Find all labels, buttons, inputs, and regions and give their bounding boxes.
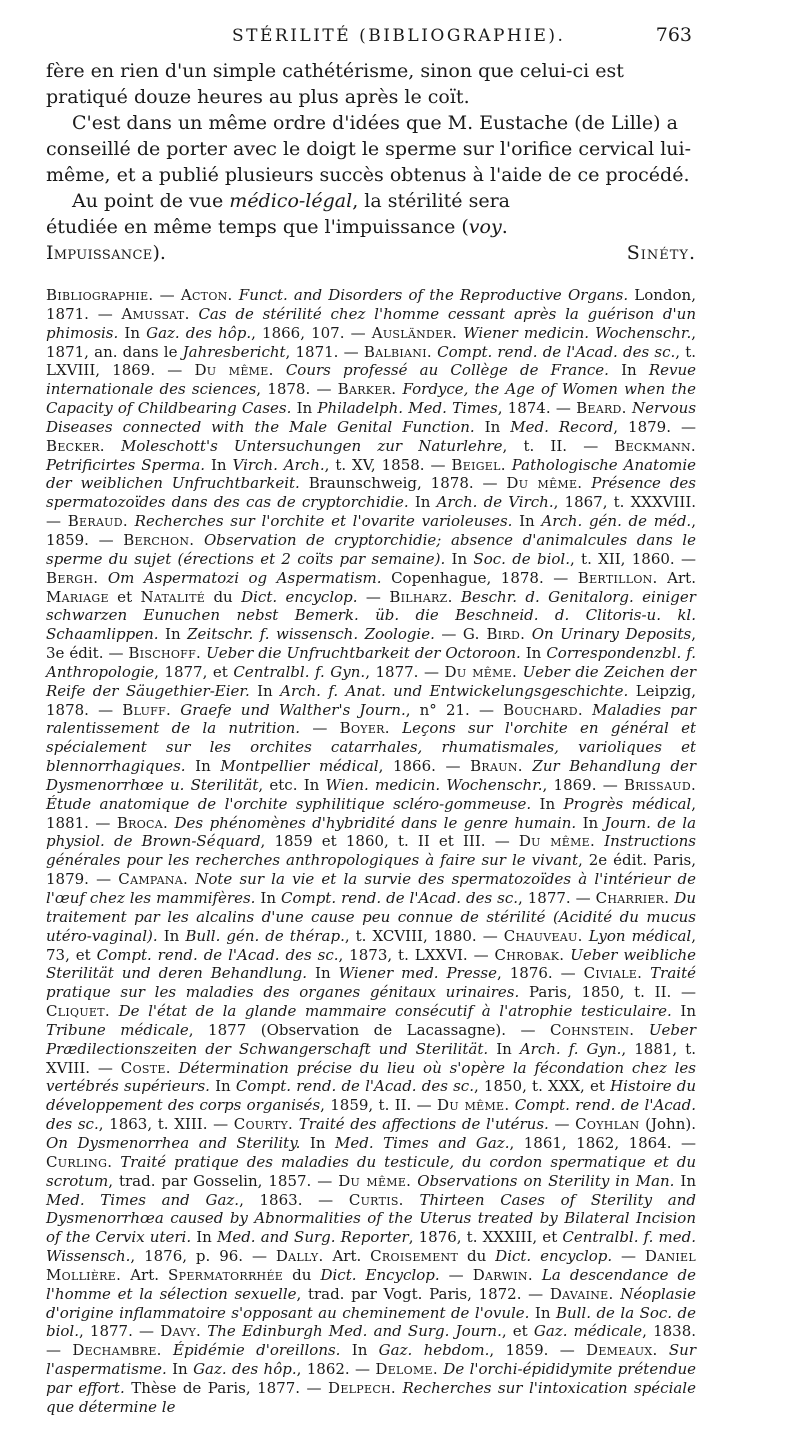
biblio-text: , 1876. — xyxy=(496,964,584,983)
biblio-title: Zur Behandlung der Dysmenorrhœe u. Sterilität xyxy=(46,757,696,794)
biblio-author: Coste. xyxy=(120,1058,171,1077)
biblio-title: The Edinburgh Med. and Surg. Journ. xyxy=(201,1322,502,1341)
biblio-title: Détermination précise du lieu où s'opère la fécondation chez les vertébrés supérieurs. xyxy=(46,1058,696,1096)
biblio-text: , 3e édit. — xyxy=(46,625,696,663)
biblio-title: Instructions générales pour les recherches anthropologiques à faire sur le vivant xyxy=(46,832,696,870)
biblio-title: Lyon médical xyxy=(582,926,692,945)
biblio-text: , 1859, t. II. — xyxy=(320,1096,438,1115)
biblio-text: In xyxy=(608,361,649,380)
biblio-text: In xyxy=(185,757,221,776)
biblio-title: Zeitschr. f. wissensch. Zoologie. xyxy=(187,625,435,644)
biblio-text: , 1859. — xyxy=(489,1341,587,1360)
biblio-text: In xyxy=(249,681,281,700)
biblio-text: , 1881, t. XVIII. — xyxy=(46,1039,697,1077)
biblio-title: Thirteen Cases of Sterility and Dysmenorrhœa caused by Abnormalities of the Uterus treated by Bilateral Incision of the Cervix uteri. xyxy=(46,1190,696,1247)
biblio-title: Med. and Surg. Reporter xyxy=(216,1228,409,1247)
biblio-title: Ueber Prædilectionszeiten der Schwangerschaft und Sterilität. xyxy=(46,1020,697,1058)
biblio-author: Spermatorrhée xyxy=(168,1265,284,1284)
biblio-author: Davaine. xyxy=(549,1284,614,1303)
biblio-text: — xyxy=(153,286,181,304)
biblio-author: Beraud. xyxy=(67,512,128,531)
biblio-author: Civiale. xyxy=(583,964,643,983)
biblio-author: Boyer. xyxy=(339,719,390,738)
biblio-author: Du même. xyxy=(338,1171,412,1190)
biblio-title: Bull. gén. de thérap. xyxy=(185,926,345,945)
biblio-title: Histoire du développement des corps organisés xyxy=(46,1077,697,1115)
biblio-title: Graefe und Walther's Journ. xyxy=(171,700,406,719)
biblio-title: Leçons sur l'orchite en général et spécialement sur les orchites catarrhales, rhumatismales, varioliques et blennorrhagiques. xyxy=(46,719,696,776)
biblio-text: du xyxy=(458,1247,496,1266)
biblio-author: Du même. xyxy=(437,1096,510,1115)
text-run-italic: médico-légal xyxy=(229,190,353,212)
biblio-title: Virch. Arch. xyxy=(232,455,325,474)
biblio-text: In xyxy=(191,1228,217,1247)
biblio-title: Maladies par ralentissement de la nutrition. xyxy=(46,700,696,738)
biblio-text: , 1874. — xyxy=(497,399,577,418)
biblio-author: Bergh. xyxy=(46,568,99,587)
biblio-text: In xyxy=(488,1039,520,1058)
biblio-text: In xyxy=(157,926,186,945)
biblio-title: Observations on Sterility in Man. xyxy=(411,1171,675,1190)
biblio-title: Compt. rend. de l'Acad. des sc. xyxy=(46,1096,696,1134)
biblio-title: Recherches sur l'orchite et l'ovarite varioleuses. xyxy=(127,512,513,531)
biblio-author: Ausländer. xyxy=(371,323,458,342)
text-run: ). xyxy=(152,242,166,264)
biblio-author: Bouchard. xyxy=(503,700,583,719)
biblio-author: Croisement xyxy=(370,1247,459,1266)
biblio-author: Dally. xyxy=(275,1247,324,1266)
biblio-text: , trad. par Gosselin, 1857. — xyxy=(108,1171,339,1190)
biblio-text: In xyxy=(166,1360,194,1379)
page-number: 763 xyxy=(655,24,692,46)
biblio-author: Bluff. xyxy=(122,700,172,719)
biblio-title: Traité pratique des maladies du testicule, du cordon spermatique et du scrotum xyxy=(46,1152,696,1190)
biblio-author: Demeaux. xyxy=(586,1341,658,1360)
biblio-text: In xyxy=(300,1133,336,1152)
biblio-title: Traité des affections de l'utérus. xyxy=(293,1115,549,1134)
biblio-text: , 1877. — xyxy=(365,662,445,681)
biblio-text: In xyxy=(340,1341,379,1360)
biblio-title: Du traitement par les alcalins d'une cause peu connue de stérilité (Acidité du mucus utéro-vaginal). xyxy=(46,889,696,945)
biblio-text: , t. XII, 1860. — xyxy=(569,549,696,568)
biblio-title: Jahresbericht xyxy=(182,342,286,361)
biblio-author: Barker. xyxy=(337,380,397,399)
biblio-title: Sur l'aspermatisme. xyxy=(46,1341,696,1379)
biblio-author: Dechambre. xyxy=(72,1341,162,1360)
biblio-text: In xyxy=(671,1002,696,1021)
biblio-text: , 1877. — xyxy=(518,889,596,907)
biblio-author: Delome. xyxy=(375,1360,438,1379)
biblio-title: Cas de stérilité chez l'homme cessant après la guérison d'un phimosis. xyxy=(46,304,696,342)
biblio-text: In xyxy=(255,889,281,907)
biblio-author: Chrobak. xyxy=(494,945,565,964)
biblio-text: Art. xyxy=(323,1247,371,1266)
biblio-text: — xyxy=(439,1265,473,1284)
biblio-title: Gaz. hebdom. xyxy=(378,1341,490,1360)
author-signature: Sinéty. xyxy=(626,242,696,264)
biblio-title: Compt. rend. de l'Acad. des sc. xyxy=(235,1077,474,1096)
biblio-title: Bull. de la Soc. de biol. xyxy=(46,1303,697,1341)
biblio-title: Recherches sur l'intoxication spéciale que détermine le xyxy=(46,1378,696,1416)
biblio-title: Petrificirtes Sperma. xyxy=(46,455,206,474)
biblio-text: , 1859 et 1860, t. II et III. — xyxy=(260,832,519,851)
biblio-author: Mariage xyxy=(46,587,109,606)
bibliography-block xyxy=(46,286,696,1417)
biblio-author: Broca. xyxy=(116,813,169,832)
biblio-title: Traité pratique sur les maladies des organes génitaux urinaires. xyxy=(46,964,697,1002)
biblio-text: Thèse de Paris, 1877. — xyxy=(124,1378,329,1397)
biblio-author: Amussat. xyxy=(121,304,190,323)
biblio-title: Pathologische Anatomie der weiblichen Unfruchtbarkeit. xyxy=(46,455,696,493)
biblio-text: Braunschweig, 1878. — xyxy=(299,474,507,493)
biblio-author: Charrier. xyxy=(595,889,670,907)
biblio-author: Berchon. xyxy=(123,530,195,549)
biblio-text: — xyxy=(548,1115,576,1134)
biblio-author: Campana. xyxy=(118,870,189,889)
biblio-title: Progrès médical xyxy=(563,794,692,813)
biblio-text: In xyxy=(512,512,542,531)
biblio-text: (John). xyxy=(639,1115,696,1134)
biblio-text: , 1866, 107. — xyxy=(251,323,372,342)
biblio-text: In xyxy=(474,417,511,436)
biblio-title: Présence des spermatozoïdes dans des cas de cryptorchidie. xyxy=(46,474,696,512)
biblio-author: Du même. xyxy=(518,832,596,851)
biblio-text: In xyxy=(531,794,564,813)
biblio-author: Becker. xyxy=(46,436,105,455)
biblio-author: Acton. xyxy=(180,286,233,304)
biblio-title: Note sur la vie et la survie des spermatozoïdes à l'intérieur de l'œuf chez les mammifères. xyxy=(46,870,696,907)
biblio-text: Leipzig, 1878. — xyxy=(46,681,696,719)
biblio-title: Néoplasie d'origine inflammatoire s'opposant au cheminement de l'ovule. xyxy=(46,1284,696,1322)
biblio-title: Med. Times and Gaz. xyxy=(335,1133,510,1152)
biblio-text: du xyxy=(205,587,242,606)
biblio-text: Art. xyxy=(121,1265,169,1284)
biblio-author: Beard. xyxy=(576,399,627,418)
biblio-title: Med. Times and Gaz. xyxy=(46,1190,240,1209)
biblio-text: , 1876, p. 96. — xyxy=(130,1247,276,1266)
biblio-text: , 73, et xyxy=(46,926,696,964)
biblio-title: Wiener medicin. Wochenschr. xyxy=(457,323,692,342)
biblio-title: Montpellier médical xyxy=(220,757,379,776)
biblio-author: G. Bird. xyxy=(462,625,526,644)
biblio-title: Gaz. des hôp. xyxy=(146,323,252,342)
biblio-title: Fordyce, the Age of Women when the Capacity of Childbearing Cases. xyxy=(46,380,696,418)
biblio-text: , n° 21. — xyxy=(405,700,504,719)
biblio-title: Nervous Diseases connected with the Male Genital Function. xyxy=(46,399,697,436)
biblio-title: De l'orchi-épididymite prétendue par effort. xyxy=(46,1360,696,1397)
biblio-text: In xyxy=(520,644,547,663)
biblio-text: , t. XCVIII, 1880. — xyxy=(344,926,504,945)
biblio-text: London, 1871. — xyxy=(46,286,696,323)
biblio-text: , 1879. — xyxy=(613,417,696,436)
biblio-text: Paris, 1850, t. II. — xyxy=(519,983,696,1002)
biblio-text: , trad. par Vogt. Paris, 1872. — xyxy=(296,1284,550,1303)
cross-reference: . Impuissance xyxy=(46,216,509,264)
biblio-text: In xyxy=(291,399,318,418)
biblio-text: , 1838. — xyxy=(46,1322,697,1360)
biblio-author: Bibliographie. xyxy=(46,286,154,304)
biblio-author: Brissaud. xyxy=(623,775,697,794)
biblio-text: , 1878. — xyxy=(256,380,338,399)
biblio-title: La descendance de l'homme et la sélection sexuelle xyxy=(46,1265,696,1303)
biblio-author: Du même. xyxy=(506,474,583,493)
biblio-title: Gaz. des hôp. xyxy=(193,1360,297,1379)
biblio-text: , t. XV, 1858. — xyxy=(324,455,452,474)
biblio-title: Med. Record xyxy=(510,417,614,436)
biblio-text: In xyxy=(445,549,474,568)
biblio-title: On Urinary Deposits xyxy=(525,625,692,644)
biblio-title: Centralbl. f. Gyn. xyxy=(233,662,366,681)
biblio-title: Épidémie d'oreillons. xyxy=(161,1341,341,1360)
biblio-title: Cours professé au Collège de France. xyxy=(273,361,609,380)
biblio-author: Darwin. xyxy=(472,1265,533,1284)
paragraph-eustache: C'est dans un même ordre d'idées que M. Eustache (de Lille) a conseillé de porter avec le doigt le sperme sur l'orifice cervical lui-même, et a publié plusieurs succès obtenus à l'aide de ce procédé. xyxy=(46,112,691,186)
biblio-text: , 1877 (Observation de Lacassagne). — xyxy=(188,1020,550,1039)
biblio-text: — xyxy=(612,1247,645,1266)
biblio-title: Tribune médicale xyxy=(46,1020,189,1039)
biblio-author: Du même. xyxy=(194,361,274,380)
biblio-title: Journ. de la physiol. de Brown-Séquard xyxy=(46,813,697,851)
biblio-title: Revue internationale des sciences xyxy=(46,361,697,399)
page-header xyxy=(232,24,692,52)
biblio-text: , 1861, 1862, 1864. — xyxy=(509,1133,697,1152)
biblio-author: Davy. xyxy=(160,1322,202,1341)
biblio-text: , 2e édit. Paris, 1879. — xyxy=(46,851,696,889)
biblio-text: In xyxy=(205,455,233,474)
biblio-text: — xyxy=(300,719,340,738)
biblio-author: Cohnstein. xyxy=(549,1020,635,1039)
biblio-text: , 1863, t. XIII. — xyxy=(98,1115,234,1134)
biblio-author: Cliquet. xyxy=(46,1002,110,1021)
biblio-author: Bilharz. xyxy=(389,587,453,606)
biblio-text: Art. xyxy=(657,568,696,587)
biblio-text: In xyxy=(307,964,339,983)
biblio-title: Arch. f. Gyn. xyxy=(519,1039,622,1058)
text-run-italic: voy xyxy=(468,216,502,238)
biblio-text: , 1859. — xyxy=(46,512,696,549)
biblio-author: Balbiani. xyxy=(363,342,432,361)
biblio-text: , etc. In xyxy=(258,775,326,794)
biblio-title: Dict. Encyclop. xyxy=(320,1265,440,1284)
biblio-title: De l'état de la glande mammaire consécutif à l'atrophie testiculaire. xyxy=(109,1002,672,1021)
biblio-title: Centralbl. f. med. Wissensch. xyxy=(46,1228,696,1266)
biblio-text: , 1881. — xyxy=(46,794,697,832)
biblio-title: Gaz. médicale xyxy=(533,1322,643,1341)
biblio-text: , 1866. — xyxy=(378,757,471,776)
biblio-text: In xyxy=(158,625,188,644)
biblio-title: Beschr. d. Genitalorg. einiger schwarzen Eunuchen nebst Bemerk. üb. die Beschneid. d. Clitoris-u. kl. Schaamlippen. xyxy=(46,587,696,644)
biblio-title: Arch. de Virch. xyxy=(436,493,554,512)
text-run: Au point de vue xyxy=(72,190,230,212)
biblio-author: Bischoff. xyxy=(128,644,202,663)
biblio-author: Delpech. xyxy=(328,1378,397,1397)
text-run: , la stérilité sera étudiée en même temps que l'impuissance ( xyxy=(46,190,510,238)
biblio-author: Du même. xyxy=(444,662,518,681)
paragraph-medico-legal xyxy=(46,188,696,266)
page-body xyxy=(46,58,696,1432)
biblio-title: On Dysmenorrhea and Sterility. xyxy=(46,1133,301,1152)
biblio-author: Beckmann. xyxy=(614,436,696,455)
paragraph-continuation: fère en rien d'un simple cathétérisme, sinon que celui-ci est pratiqué douze heures au plus après le coït. xyxy=(46,60,624,108)
biblio-text: du xyxy=(283,1265,321,1284)
biblio-text: In xyxy=(576,813,605,832)
biblio-author: Curling. xyxy=(46,1152,113,1171)
biblio-title: Dict. encyclop. xyxy=(495,1247,613,1266)
biblio-title: Om Aspermatozi og Aspermatism. xyxy=(98,568,382,587)
biblio-title: Wiener med. Presse xyxy=(338,964,497,983)
biblio-text: In xyxy=(118,323,147,342)
biblio-text: Copenhague, 1878. — xyxy=(381,568,578,587)
biblio-title: Philadelph. Med. Times xyxy=(317,399,498,418)
biblio-title: Ueber die Zeichen der Reife der Säugethier-Eier. xyxy=(46,662,697,700)
biblio-text: , 1863. — xyxy=(239,1190,349,1209)
biblio-title: Compt. rend. de l'Acad. des sc. xyxy=(431,342,676,361)
biblio-title: Correspondenzbl. f. Anthropologie xyxy=(46,644,696,681)
biblio-author: Natalité xyxy=(140,587,206,606)
biblio-author: Braun. xyxy=(470,757,523,776)
running-title: STÉRILITÉ (BIBLIOGRAPHIE). xyxy=(232,26,566,46)
biblio-title: Arch. f. Anat. und Entwickelungsgeschichte. xyxy=(280,681,629,700)
biblio-author: Chauveau. xyxy=(503,926,583,945)
biblio-title: Compt. rend. de l'Acad. des sc. xyxy=(280,889,518,907)
biblio-title: Dict. encyclop. xyxy=(241,587,358,606)
biblio-author: Courty. xyxy=(233,1115,294,1134)
biblio-author: Coyhlan xyxy=(575,1115,640,1134)
biblio-title: Observation de cryptorchidie; absence d'animalcules dans le sperme du sujet (érections et 2 coïts par semaine). xyxy=(46,530,696,568)
biblio-text: , 1869. — xyxy=(542,775,624,794)
biblio-text: , 1871. — xyxy=(285,342,364,361)
biblio-title: Wien. medicin. Wochenschr. xyxy=(325,775,543,794)
biblio-title: Des phénomènes d'hybridité dans le genre humain. xyxy=(168,813,577,832)
biblio-author: Curtis. xyxy=(348,1190,404,1209)
biblio-text: , 1871, an. dans le xyxy=(46,323,696,361)
biblio-text: , 1877, et xyxy=(154,662,234,681)
biblio-text: et xyxy=(108,587,141,606)
biblio-text: , 1873, t. LXXVI. — xyxy=(338,945,495,964)
biblio-text: — xyxy=(434,625,463,644)
biblio-text: In xyxy=(529,1303,556,1322)
biblio-author: Beigel. xyxy=(451,455,506,474)
biblio-text: , 1862. — xyxy=(296,1360,376,1379)
biblio-text: , 1877. — xyxy=(79,1322,161,1341)
biblio-title: Soc. de biol. xyxy=(473,549,570,568)
biblio-text: In xyxy=(209,1077,236,1096)
biblio-text: , et xyxy=(501,1322,534,1341)
biblio-text: , t. LXVIII, 1869. — xyxy=(46,342,697,380)
biblio-title: Compt. rend. de l'Acad. des sc. xyxy=(96,945,339,964)
biblio-text: — xyxy=(357,587,390,606)
biblio-title: Ueber die Unfruchtbarkeit der Octoroon. xyxy=(201,644,521,663)
biblio-text: In xyxy=(408,493,437,512)
biblio-text: , 1867, t. XXXVIII. — xyxy=(46,493,697,531)
biblio-author: Bertillon. xyxy=(577,568,658,587)
biblio-author: Daniel Mollière. xyxy=(46,1247,696,1284)
biblio-title: Ueber weibliche Sterilität und deren Behandlung. xyxy=(46,945,696,983)
biblio-text: , 1876, t. XXXIII, et xyxy=(408,1228,563,1247)
biblio-text: In xyxy=(674,1171,696,1190)
biblio-text: , 1850, t. XXX, et xyxy=(473,1077,611,1096)
biblio-text: , t. II. — xyxy=(502,436,615,455)
biblio-title: Funct. and Disorders of the Reproductive Organs. xyxy=(232,286,629,304)
biblio-title: Moleschott's Untersuchungen zur Naturlehre xyxy=(104,436,503,455)
biblio-title: Arch. gén. de méd. xyxy=(541,512,692,531)
biblio-title: Étude anatomique de l'orchite syphilitique scléro-gommeuse. xyxy=(46,794,532,813)
